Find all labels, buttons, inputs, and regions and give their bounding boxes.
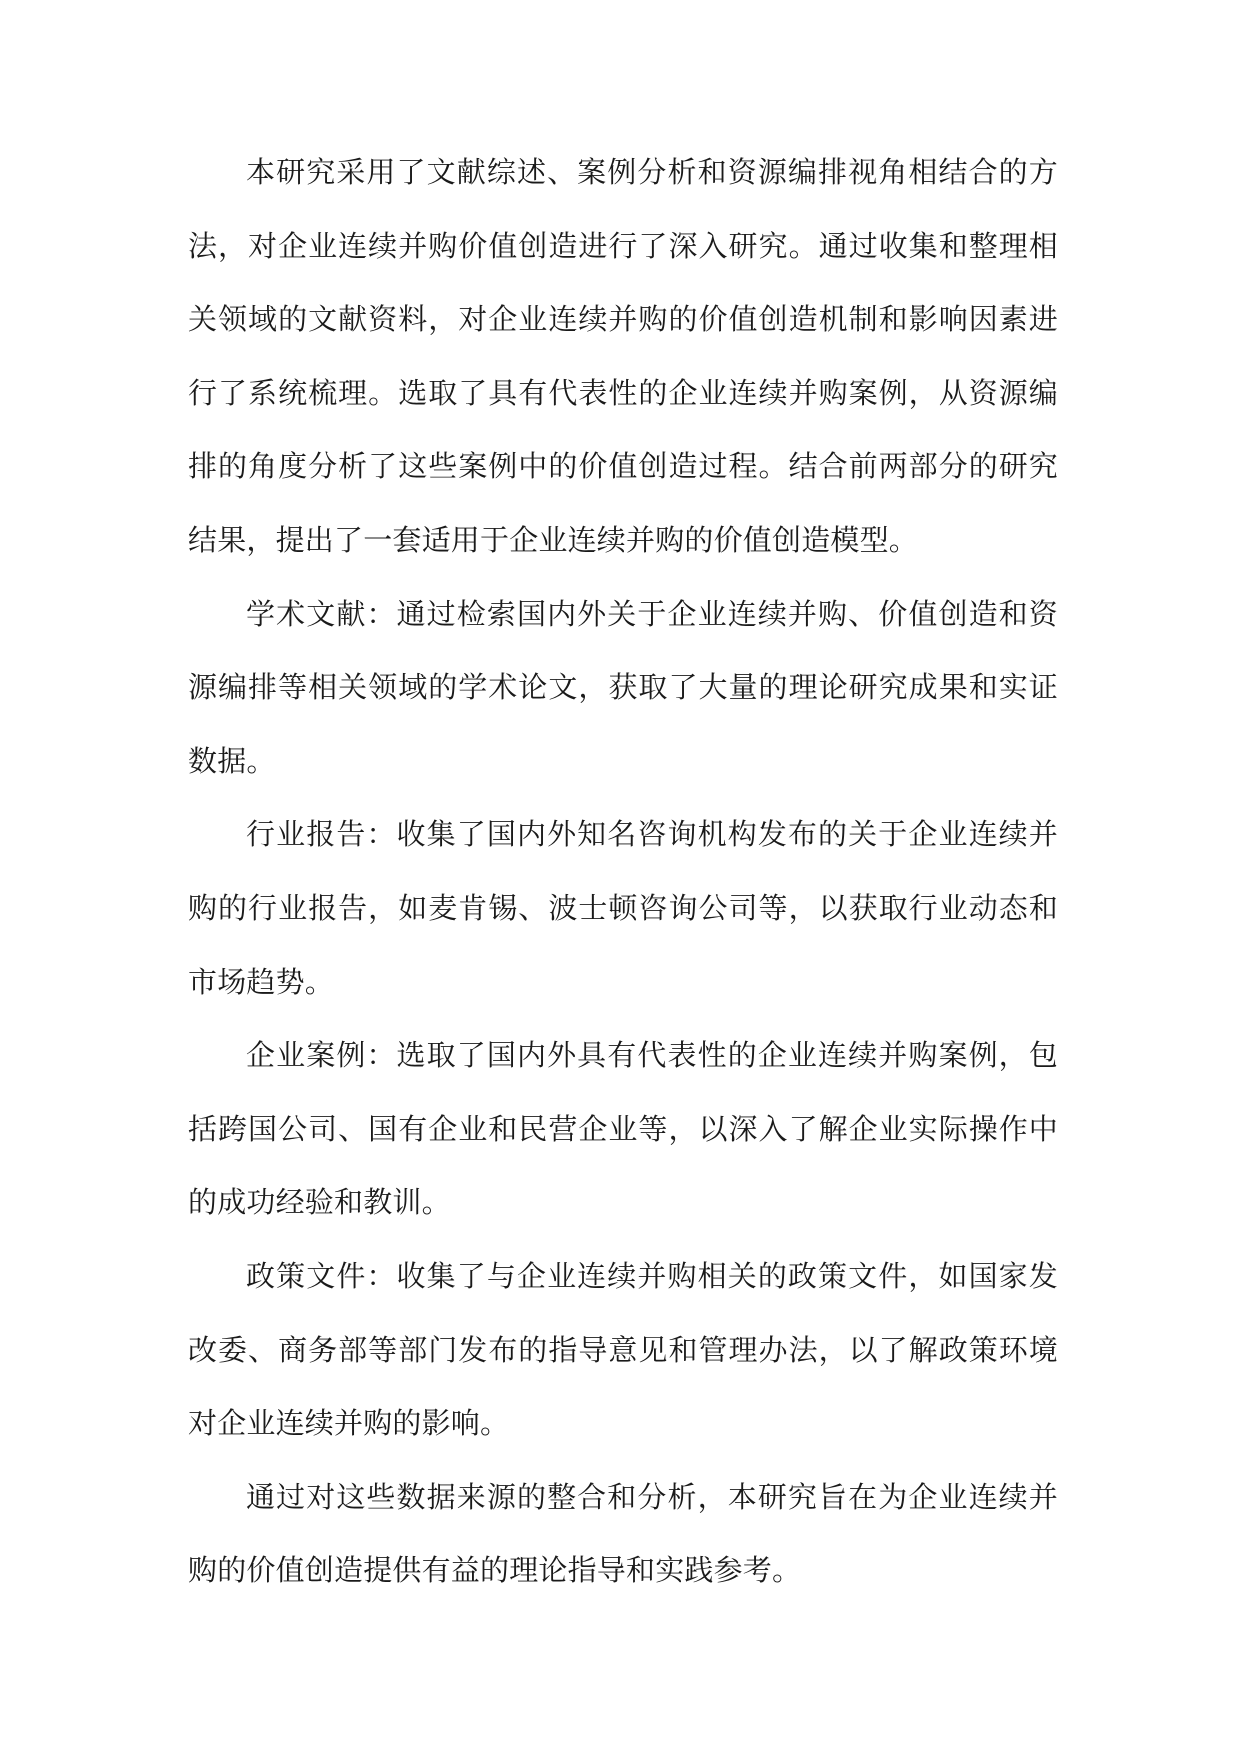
document-body (188, 136, 1058, 1608)
paragraph-conclusion: 通过对这些数据来源的整合和分析，本研究旨在为企业连续并购的价值创造提供有益的理论指导和实践参考。 (188, 1479, 1058, 1588)
paragraph-policy-documents: 政策文件：收集了与企业连续并购相关的政策文件，如国家发改委、商务部等部门发布的指导意见和管理办法，以了解政策环境对企业连续并购的影响。 (188, 1258, 1058, 1441)
paragraph-industry-reports: 行业报告：收集了国内外知名咨询机构发布的关于企业连续并购的行业报告，如麦肯锡、波士顿咨询公司等，以获取行业动态和市场趋势。 (188, 817, 1058, 999)
paragraph-enterprise-cases: 企业案例：选取了国内外具有代表性的企业连续并购案例，包括跨国公司、国有企业和民营企业等，以深入了解企业实际操作中的成功经验和教训。 (188, 1038, 1058, 1220)
paragraph-methodology: 本研究采用了文献综述、案例分析和资源编排视角相结合的方法，对企业连续并购价值创造进行了深入研究。通过收集和整理相关领域的文献资料，对企业连续并购的价值创造机制和影响因素进行了系统梳理。选取了具有代表性的企业连续并购案例，从资源编排的角度分析了这些案例中的价值创造过程。结合前两部分的研究结果，提出了一套适用于企业连续并购的价值创造模型。 (188, 155, 1058, 557)
paragraph-academic-literature: 学术文献：通过检索国内外关于企业连续并购、价值创造和资源编排等相关领域的学术论文，获取了大量的理论研究成果和实证数据。 (188, 596, 1058, 778)
